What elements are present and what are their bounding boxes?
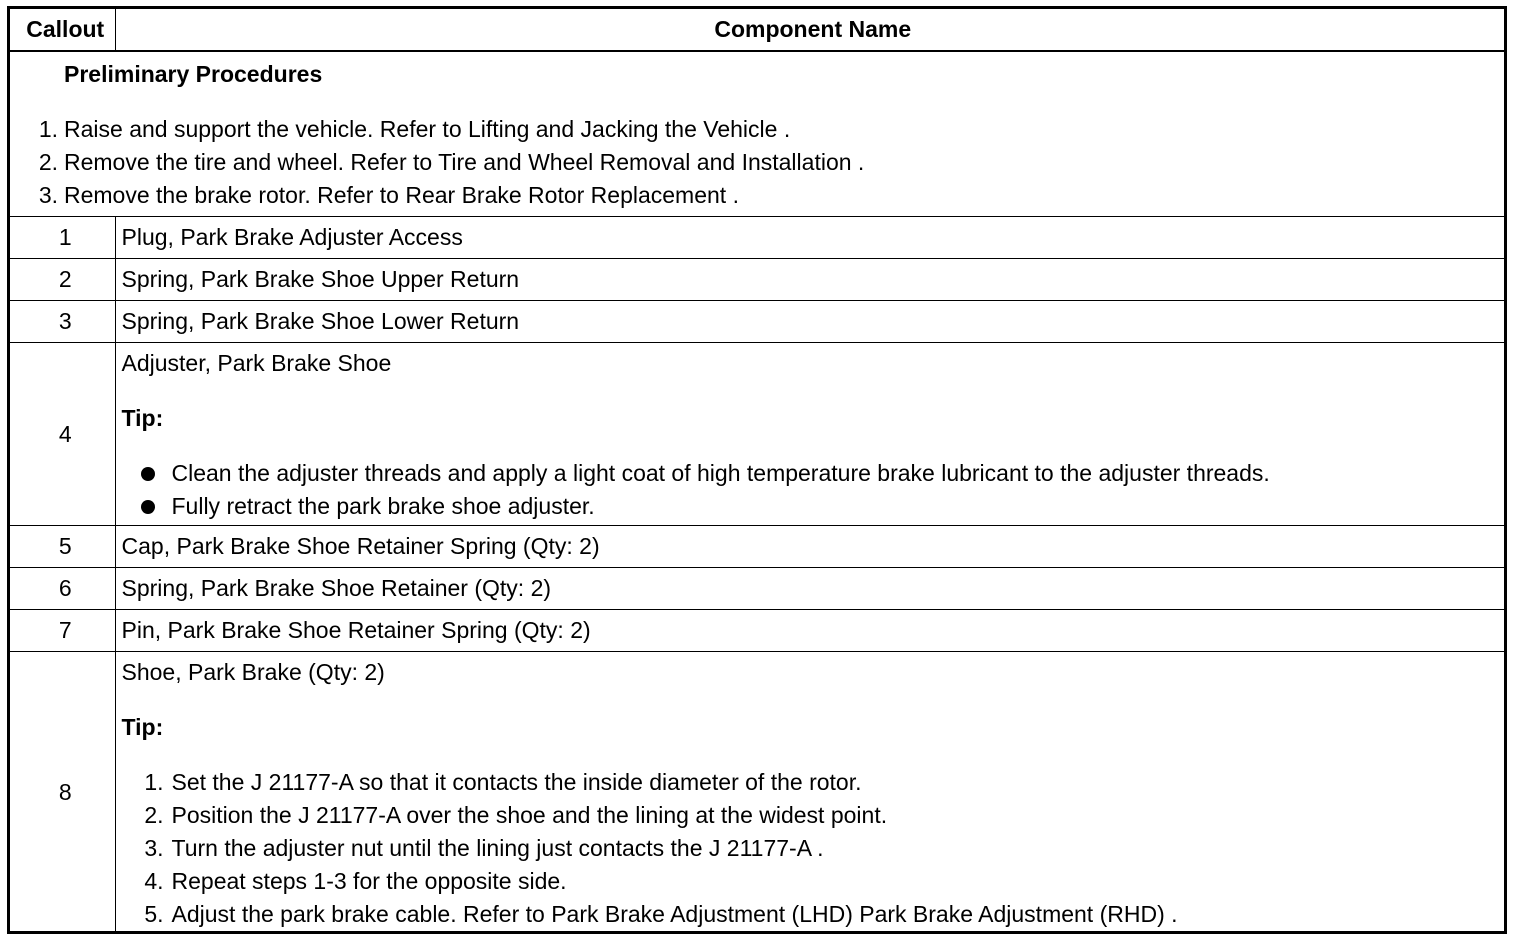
tip-label: Tip: [121, 714, 164, 740]
bullet-icon [141, 500, 155, 514]
callout-number: 4 [10, 343, 115, 526]
table-header-row [10, 9, 1504, 51]
preliminary-step [10, 113, 1504, 146]
step-text: Raise and support the vehicle. Refer to Lifting and Jacking the Vehicle . [64, 116, 791, 142]
tip-bullet-list [122, 457, 1505, 523]
tip-step [122, 799, 1505, 832]
header-callout: Callout [10, 9, 115, 51]
step-text: Position the J 21177-A over the shoe and the lining at the widest point. [171, 802, 888, 828]
tip-step [122, 832, 1505, 865]
callout-number: 1 [10, 217, 115, 259]
bullet-text: Fully retract the park brake shoe adjuster. [171, 493, 595, 519]
tip-step [122, 766, 1505, 799]
bullet-icon [141, 467, 155, 481]
table-row [10, 568, 1504, 610]
step-text: Remove the brake rotor. Refer to Rear Brake Rotor Replacement . [64, 182, 739, 208]
callout-number: 6 [10, 568, 115, 610]
tip-step [122, 898, 1505, 931]
tip-bullet [122, 457, 1505, 490]
callout-table [10, 9, 1504, 933]
preliminary-step [10, 179, 1504, 212]
preliminary-procedures-row [10, 51, 1504, 217]
component-detail-cell [115, 652, 1504, 934]
step-number: 5. [144, 901, 164, 927]
table-row [10, 343, 1504, 526]
component-name: Spring, Park Brake Shoe Retainer (Qty: 2) [115, 568, 1504, 610]
component-detail [122, 343, 1505, 525]
table-row [10, 217, 1504, 259]
step-number: 2. [144, 802, 164, 828]
bullet-text: Clean the adjuster threads and apply a light coat of high temperature brake lubricant to the adjuster threads. [171, 460, 1270, 486]
callout-number: 8 [10, 652, 115, 934]
step-number: 1. [144, 769, 164, 795]
header-component-name: Component Name [115, 9, 1504, 51]
tip-steps-list [122, 766, 1505, 931]
step-number: 3. [144, 835, 164, 861]
table-row [10, 652, 1504, 934]
step-number: 2. [38, 149, 58, 175]
component-detail-cell [115, 343, 1504, 526]
step-text: Set the J 21177-A so that it contacts the inside diameter of the rotor. [171, 769, 862, 795]
component-detail [122, 652, 1505, 933]
callout-table-container [7, 6, 1507, 934]
component-name: Pin, Park Brake Shoe Retainer Spring (Qty: 2) [115, 610, 1504, 652]
tip-label: Tip: [121, 405, 164, 431]
tip-bullet [122, 490, 1505, 523]
tip-step [122, 865, 1505, 898]
table-row [10, 610, 1504, 652]
preliminary-procedures-title: Preliminary Procedures [64, 61, 323, 87]
table-row [10, 259, 1504, 301]
step-text: Turn the adjuster nut until the lining just contacts the J 21177-A . [171, 835, 824, 861]
component-name: Cap, Park Brake Shoe Retainer Spring (Qty: 2) [115, 526, 1504, 568]
step-number: 4. [144, 868, 164, 894]
component-name: Spring, Park Brake Shoe Lower Return [115, 301, 1504, 343]
table-row [10, 301, 1504, 343]
callout-number: 7 [10, 610, 115, 652]
step-number: 1. [38, 116, 58, 142]
step-text: Adjust the park brake cable. Refer to Park Brake Adjustment (LHD) Park Brake Adjustment (RHD) . [171, 901, 1178, 927]
component-name: Adjuster, Park Brake Shoe [121, 350, 392, 376]
component-name: Shoe, Park Brake (Qty: 2) [121, 659, 385, 685]
preliminary-procedures-cell [10, 51, 1504, 217]
step-text: Remove the tire and wheel. Refer to Tire and Wheel Removal and Installation . [64, 149, 865, 175]
component-name: Plug, Park Brake Adjuster Access [115, 217, 1504, 259]
preliminary-steps-list [10, 113, 1504, 212]
callout-number: 5 [10, 526, 115, 568]
step-number: 3. [38, 182, 58, 208]
callout-number: 3 [10, 301, 115, 343]
callout-number: 2 [10, 259, 115, 301]
step-text: Repeat steps 1-3 for the opposite side. [171, 868, 567, 894]
component-name: Spring, Park Brake Shoe Upper Return [115, 259, 1504, 301]
table-row [10, 526, 1504, 568]
preliminary-step [10, 146, 1504, 179]
